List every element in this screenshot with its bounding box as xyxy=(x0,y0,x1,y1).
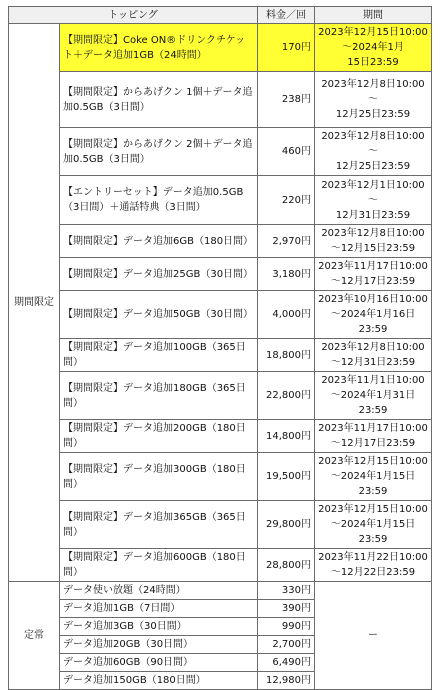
topping-price: 6,490円 xyxy=(258,654,315,672)
period-line: ～2024年1月 xyxy=(342,42,404,53)
header-price: 料金／回 xyxy=(258,7,315,24)
topping-name: 【期間限定】からあげクン 1個＋データ追加0.5GB（3日間） xyxy=(60,72,258,128)
topping-name: 【期間限定】データ追加50GB（30日間） xyxy=(60,291,258,339)
topping-price: 170円 xyxy=(258,24,315,72)
topping-name: データ使い放題（24時間） xyxy=(60,582,258,600)
period-line: 2023年11月17日10:00 xyxy=(318,423,428,434)
topping-price: 29,800円 xyxy=(258,501,315,549)
topping-price: 18,800円 xyxy=(258,339,315,372)
topping-price: 14,800円 xyxy=(258,420,315,453)
topping-price: 990円 xyxy=(258,618,315,636)
topping-name: 【期間限定】データ追加25GB（30日間） xyxy=(60,258,258,291)
table-row xyxy=(9,225,432,258)
topping-period xyxy=(315,453,432,501)
topping-name: 【期間限定】Coke ON®ドリンクチケット＋データ追加1GB（24時間） xyxy=(60,24,258,72)
topping-period xyxy=(315,420,432,453)
table-row xyxy=(9,24,432,72)
period-line: 2023年11月17日10:00 xyxy=(318,261,428,272)
period-line: 12月31日23:59 xyxy=(335,209,411,221)
topping-price-table xyxy=(8,6,432,690)
period-line: ～2024年1月15日 xyxy=(330,471,416,482)
table-row xyxy=(9,501,432,549)
table-row xyxy=(9,72,432,128)
topping-price: 19,500円 xyxy=(258,453,315,501)
period-line: ～12月17日23:59 xyxy=(330,276,416,287)
period-line: 23:59 xyxy=(358,324,388,335)
table-row xyxy=(9,582,432,600)
table-row xyxy=(9,128,432,176)
table-row xyxy=(9,549,432,582)
table-row xyxy=(9,372,432,420)
topping-price: 220円 xyxy=(258,176,315,225)
period-line: 2023年12月1日10:00 xyxy=(321,179,425,191)
table-row xyxy=(9,453,432,501)
topping-period xyxy=(315,225,432,258)
period-line: ～12月31日23:59 xyxy=(330,357,416,368)
topping-period xyxy=(315,72,432,128)
period-line: 23:59 xyxy=(358,534,388,545)
topping-period xyxy=(315,258,432,291)
period-line: ～12月15日23:59 xyxy=(330,243,416,254)
period-line: 2023年12月15日10:00 xyxy=(318,504,428,515)
period-line: ～12月22日23:59 xyxy=(330,567,416,578)
topping-name: データ追加1GB（7日間） xyxy=(60,600,258,618)
topping-period xyxy=(315,291,432,339)
table-row xyxy=(9,420,432,453)
topping-name: 【期間限定】からあげクン 2個＋データ追加0.5GB（3日間） xyxy=(60,128,258,176)
topping-period xyxy=(315,501,432,549)
regular-period-dash: ー xyxy=(315,582,432,690)
period-line: 2023年11月1日10:00 xyxy=(321,375,425,386)
period-line: ～ xyxy=(368,146,378,157)
topping-name: データ追加20GB（30日間） xyxy=(60,636,258,654)
period-line: 23:59 xyxy=(358,486,388,497)
period-line: ～2024年1月15日 xyxy=(330,519,416,530)
topping-price: 2,970円 xyxy=(258,225,315,258)
topping-period xyxy=(315,128,432,176)
topping-name: データ追加150GB（180日間） xyxy=(60,672,258,690)
period-line: 2023年12月15日10:00 xyxy=(318,456,428,467)
header-topping: トッピング xyxy=(9,7,258,24)
period-line: ～12月17日23:59 xyxy=(330,438,416,449)
topping-period xyxy=(315,24,432,72)
topping-price: 4,000円 xyxy=(258,291,315,339)
period-line: 12月25日23:59 xyxy=(335,161,411,172)
period-line: 2023年12月8日10:00 xyxy=(321,131,425,142)
table-row xyxy=(9,176,432,225)
period-line: 23:59 xyxy=(358,405,388,416)
topping-price: 390円 xyxy=(258,600,315,618)
table-row xyxy=(9,339,432,372)
period-line: 2023年10月16日10:00 xyxy=(318,294,428,305)
topping-name: 【期間限定】データ追加600GB（180日間） xyxy=(60,549,258,582)
period-line: 2023年11月22日10:00 xyxy=(318,552,428,563)
period-line: 2023年12月15日10:00 xyxy=(318,27,428,38)
topping-price: 22,800円 xyxy=(258,372,315,420)
table-row xyxy=(9,291,432,339)
table-row xyxy=(9,258,432,291)
period-line: ～2024年1月31日 xyxy=(330,390,416,401)
period-line: ～ xyxy=(368,94,378,105)
topping-period xyxy=(315,339,432,372)
topping-name: データ追加60GB（90日間） xyxy=(60,654,258,672)
period-line: ～ xyxy=(368,194,378,206)
topping-price: 3,180円 xyxy=(258,258,315,291)
header-row xyxy=(9,7,432,24)
period-line: 2023年12月8日10:00 xyxy=(321,79,425,90)
topping-price: 2,700円 xyxy=(258,636,315,654)
topping-name: 【期間限定】データ追加6GB（180日間） xyxy=(60,225,258,258)
topping-price: 12,980円 xyxy=(258,672,315,690)
topping-name: 【期間限定】データ追加365GB（365日間） xyxy=(60,501,258,549)
period-line: 2023年12月8日10:00 xyxy=(321,342,425,353)
topping-price: 238円 xyxy=(258,72,315,128)
period-line: 12月25日23:59 xyxy=(335,109,411,120)
category-limited: 期間限定 xyxy=(9,24,60,582)
topping-price: 28,800円 xyxy=(258,549,315,582)
topping-period xyxy=(315,372,432,420)
topping-price: 460円 xyxy=(258,128,315,176)
topping-period xyxy=(315,549,432,582)
topping-name: 【期間限定】データ追加100GB（365日間） xyxy=(60,339,258,372)
period-line: 15日23:59 xyxy=(347,57,399,68)
period-line: 2023年12月8日10:00 xyxy=(321,228,425,239)
topping-name: 【期間限定】データ追加300GB（180日間） xyxy=(60,453,258,501)
category-regular: 定常 xyxy=(9,582,60,690)
topping-price: 330円 xyxy=(258,582,315,600)
period-line: ～2024年1月16日 xyxy=(330,309,416,320)
topping-name: 【期間限定】データ追加200GB（180日間） xyxy=(60,420,258,453)
topping-name: データ追加3GB（30日間） xyxy=(60,618,258,636)
header-period: 期間 xyxy=(315,7,432,24)
topping-name: 【エントリーセット】データ追加0.5GB（3日間）＋通話特典（3日間） xyxy=(60,176,258,225)
topping-name: 【期間限定】データ追加180GB（365日間） xyxy=(60,372,258,420)
topping-period xyxy=(315,176,432,225)
